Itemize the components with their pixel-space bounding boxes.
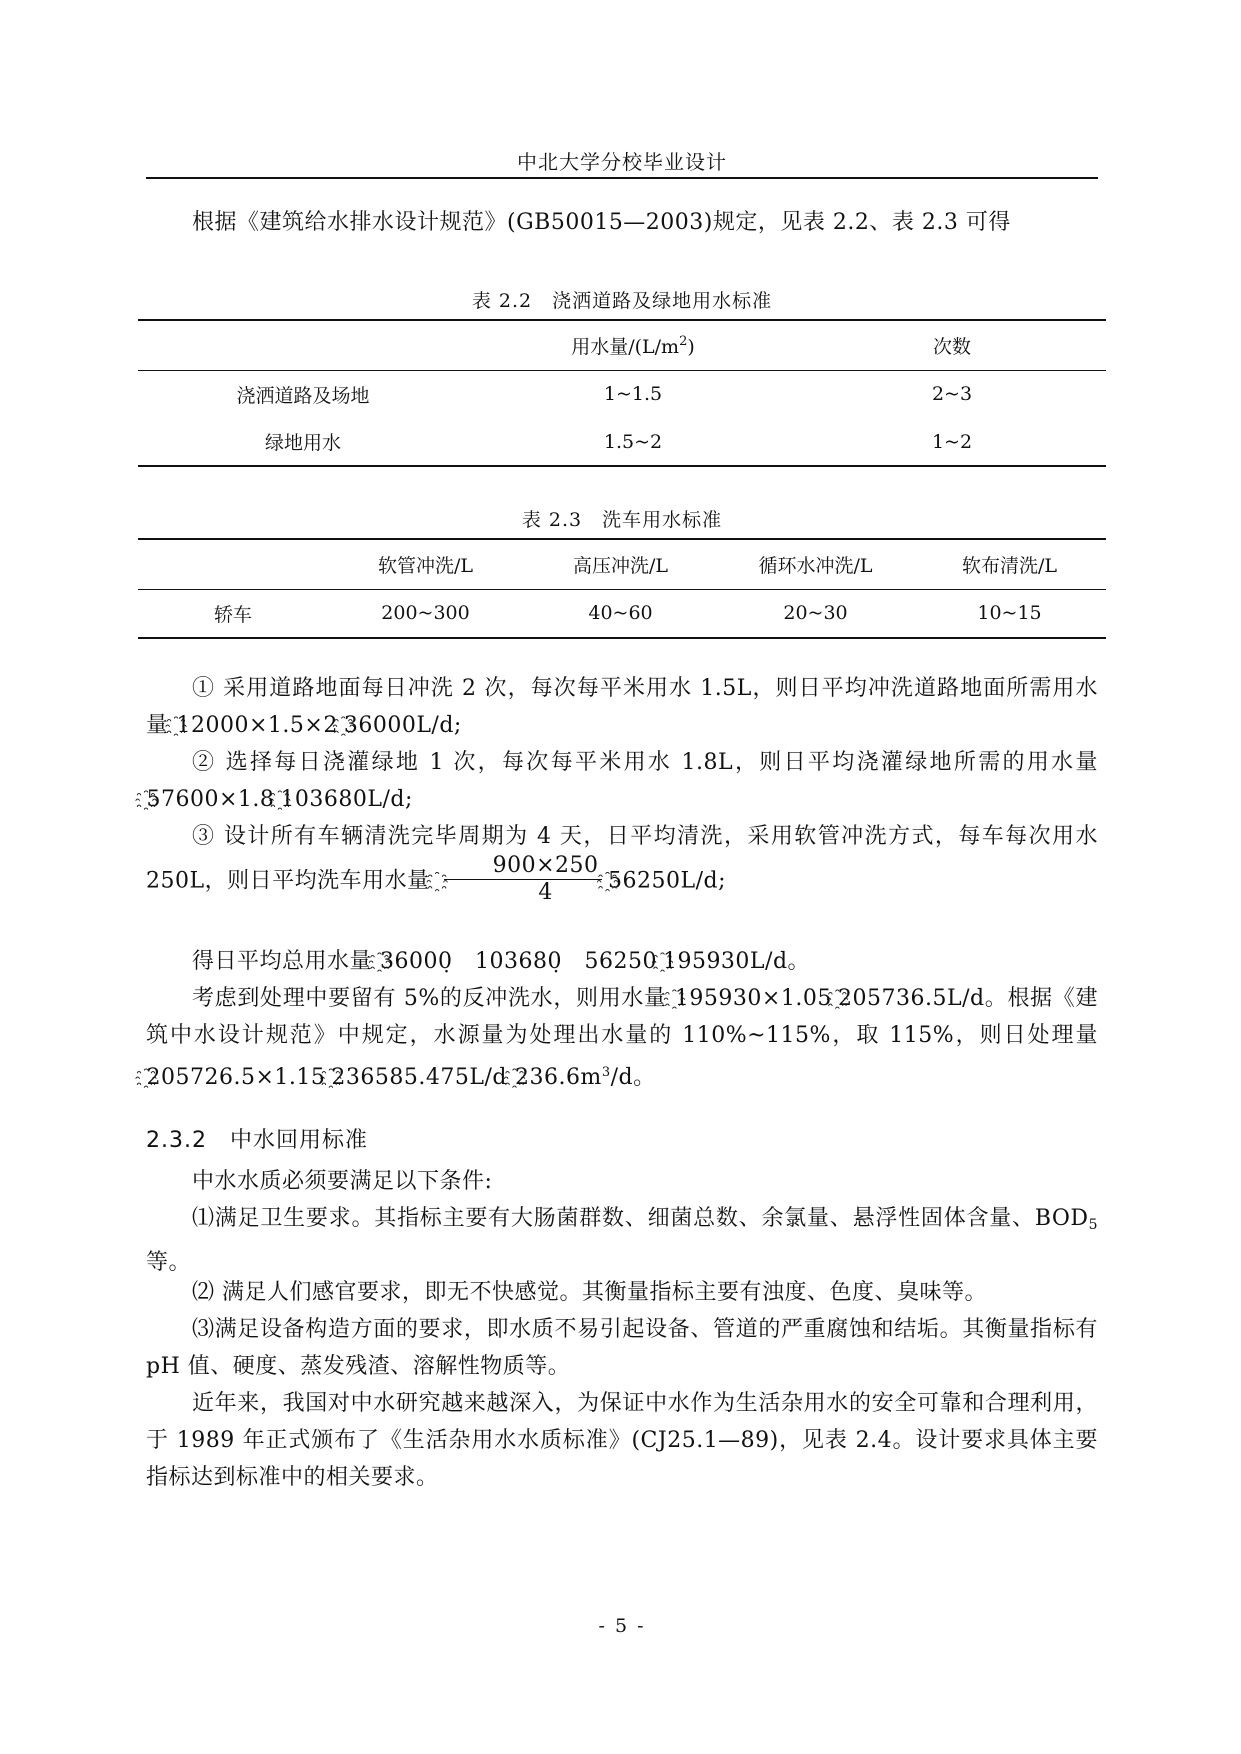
total-water-use: 得日平均总用水量 ҈36000̣ 103680̣ 56250 ҈195930L/d。 <box>192 949 811 974</box>
table-header-cell: 软管冲洗/L <box>377 554 474 577</box>
header-rule <box>146 177 1098 179</box>
table-cell: 200~300 <box>381 602 470 625</box>
item-car-washing: ③ 设计所有车辆清洗完毕周期为 4 天，日平均清洗，采用软管冲洗方式，每车每次用水 250L，则日平均洗车用水量 ҈ $\frac{900\times 250}{4}$ ҈56250L/d; <box>146 824 1098 905</box>
page-number: - 5 - <box>598 1615 646 1637</box>
table-cell: 1.5~2 <box>603 430 663 453</box>
table-header-cell: 循环水冲洗/L <box>758 554 873 577</box>
table-header-cell: 软布清洗/L <box>961 554 1058 577</box>
table-row <box>138 370 1106 418</box>
backwash-paragraph: 考虑到处理中要留有 5%的反冲洗水，则用水量 ҈195930×1.05 ҈205736.5L/d。根据《建筑中水设计规范》中规定，水源量为处理出水量的 110%~115%，取 115%，则日处理量 ҈205726.5×1.15 ҈236585.475L/d $҈236.6m^3/d$。 <box>146 986 1098 1090</box>
table-header-cell: 高压冲洗/L <box>572 554 669 577</box>
section-heading: 2.3.2 中水回用标准 <box>146 1128 368 1153</box>
table-cell: 1~1.5 <box>603 383 663 406</box>
condition-1: ⑴满足卫生要求。其指标主要有大肠菌群数、细菌总数、余氯量、悬浮性固体含量、$BOD_5$等。 <box>146 1206 1098 1275</box>
table-row <box>138 418 1106 466</box>
fraction: $\frac{900\times 250}{4}$ <box>444 853 602 906</box>
table-header-cell <box>138 539 328 589</box>
table-header-cell: 用水量$/(L/m^2)$ <box>571 333 695 358</box>
table-cell: 绿地用水 <box>264 432 341 454</box>
table-header-cell <box>138 320 468 370</box>
table-row <box>138 589 1106 638</box>
table-cell: 浇洒道路及场地 <box>236 384 370 407</box>
table-cell: 1~2 <box>931 430 973 453</box>
item-road-washing: ① 采用道路地面每日冲洗 2 次，每次每平米用水 1.5L，则日平均冲洗道路地面所需用水量 ҈12000×1.5×2 ҈36000L/d; <box>146 676 1098 738</box>
closing-paragraph: 近年来，我国对中水研究越来越深入，为保证中水作为生活杂用水的安全可靠和合理利用，于 1989 年正式颁布了《生活杂用水水质标准》(CJ25.1—89)，见表 2.4。设计要求具体主要指标达到标准中的相关要求。 <box>146 1391 1098 1490</box>
table-cell: 2~3 <box>931 383 973 406</box>
condition-2: ⑵ 满足人们感官要求，即无不快感觉。其衡量指标主要有浊度、色度、臭味等。 <box>192 1280 987 1305</box>
table-cell: 40~60 <box>588 602 653 625</box>
table-2-2 <box>138 319 1106 467</box>
table-cell: 轿车 <box>213 603 252 626</box>
table-2-3 <box>138 538 1106 639</box>
table-2-2-caption: 表 2.2 浇洒道路及绿地用水标准 <box>471 290 773 312</box>
table-cell: 10~15 <box>977 602 1042 625</box>
table-header-row <box>138 320 1106 370</box>
item-green-watering: ② 选择每日浇灌绿地 1 次，每次每平米用水 1.8L，则日平均浇灌绿地所需的用水量 ҈57600×1.8 ҈103680L/d; <box>146 750 1098 812</box>
table-header-row <box>138 539 1106 589</box>
running-header: 中北大学分校毕业设计 <box>517 150 727 174</box>
conditions-lead: 中水水质必须要满足以下条件: <box>192 1169 493 1194</box>
intro-paragraph: 根据《建筑给水排水设计规范》(GB50015—2003)规定，见表 2.2、表 2.3 可得 <box>192 210 1011 235</box>
table-header-cell: 次数 <box>932 335 971 358</box>
table-cell: 20~30 <box>783 602 848 625</box>
condition-3: ⑶满足设备构造方面的要求，即水质不易引起设备、管道的严重腐蚀和结垢。其衡量指标有 pH 值、硬度、蒸发残渣、溶解性物质等。 <box>146 1317 1098 1379</box>
table-2-3-caption: 表 2.3 洗车用水标准 <box>521 509 723 531</box>
